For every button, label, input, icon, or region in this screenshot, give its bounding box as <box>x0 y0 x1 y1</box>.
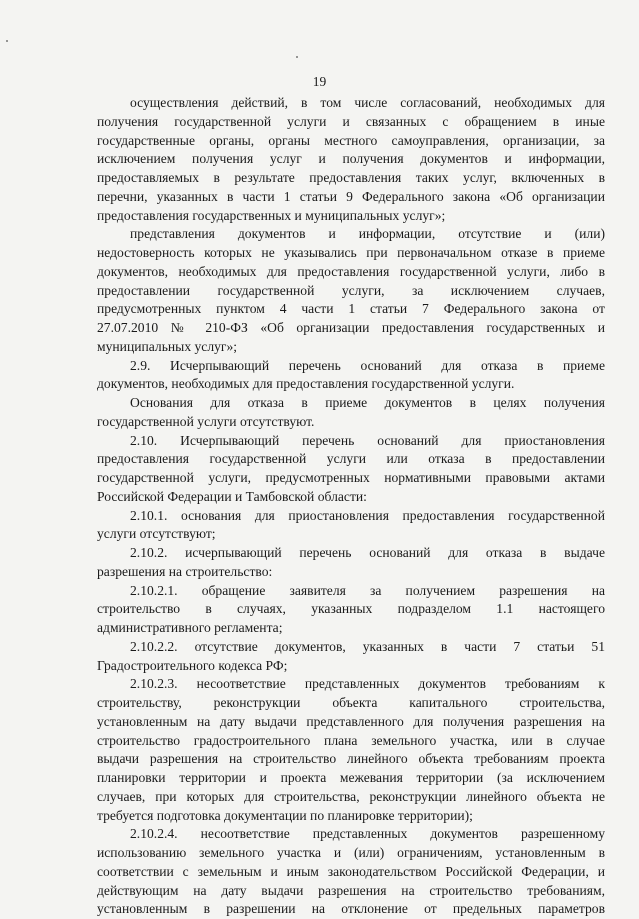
text-line: муниципальных услуг»; <box>97 338 238 354</box>
text-line: документов, необходимых для предоставления государственной услуги, либо в <box>97 263 605 279</box>
text-line: предоставлении государственной услуги, за исключением случаев, <box>97 282 605 298</box>
text-line: строительству, реконструкции объекта капитального строительства, <box>97 695 605 710</box>
text-line: 2.10.2.2. отсутствие документов, указанных в части 7 статьи 51 <box>130 638 605 654</box>
text-line: случаев, при которых для строительства, реконструкции линейного объекта не <box>97 788 605 804</box>
text-line: разрешения на строительство: <box>97 563 273 579</box>
text-line: Российской Федерации и Тамбовской области: <box>97 488 367 504</box>
scan-speck <box>6 40 8 42</box>
text-line: выдачи разрешения на строительство линейного объекта требованиям проекта <box>97 751 605 767</box>
text-line: планировки территории и проекта межевания территории (за исключением <box>97 770 605 785</box>
text-line: предоставления государственных и муниципальных услуг»; <box>97 207 446 223</box>
text-line: использованию земельного участка и (или) ограничениям, установленным в <box>97 845 605 860</box>
text-line: государственной услуги, предусмотренных нормативными правовыми актами <box>97 470 605 485</box>
scan-speck <box>296 56 298 58</box>
text-line: 2.9. Исчерпывающий перечень оснований для отказа в приеме <box>130 357 605 373</box>
text-line: соответствии с земельным и иным законодательством Российской Федерации, и <box>97 863 605 879</box>
text-line: установленным в разрешении на отклонение от предельных параметров <box>97 901 605 917</box>
document-body <box>97 94 605 919</box>
text-line: получения государственной услуги и связанных с обращением в иные <box>97 113 605 129</box>
text-line: документов, необходимых для предоставления государственной услуги. <box>97 376 515 392</box>
text-line: 2.10. Исчерпывающий перечень оснований для приостановления <box>130 432 605 448</box>
text-line: установленным на дату выдачи представленного для получения разрешения на <box>97 713 605 729</box>
text-line: Основания для отказа в приеме документов в целях получения <box>130 395 605 410</box>
text-line: государственной услуги отсутствуют. <box>97 413 315 429</box>
text-line: требуется подготовка документации по планировке территории); <box>97 807 473 823</box>
text-line: строительство градостроительного плана земельного участка, или в случае <box>97 732 605 748</box>
text-line: 2.10.2.3. несоответствие представленных документов требованиям к <box>130 676 605 692</box>
text-line: предоставления государственной услуги или отказа в предоставлении <box>97 451 605 467</box>
text-line: строительство в случаях, указанных подразделом 1.1 настоящего <box>97 601 605 617</box>
text-line: предоставляемых в результате предоставления таких услуг, включенных в <box>97 170 605 185</box>
text-line: перечни, указанных в части 1 статьи 9 Федерального закона «Об организации <box>97 188 605 204</box>
text-line: недостоверность которых не указывались при первоначальном отказе в приеме <box>97 245 605 260</box>
text-line: 27.07.2010 № 210-ФЗ «Об организации предоставления государственных и <box>97 320 605 335</box>
text-line: государственные органы, органы местного самоуправления, организации, за <box>97 132 605 148</box>
text-line: действующим на дату выдачи разрешения на строительство требованиям, <box>97 882 605 898</box>
page-number: 19 <box>312 74 327 89</box>
text-line: предусмотренных пунктом 4 части 1 статьи 7 Федерального закона от <box>97 301 605 317</box>
text-line: представления документов и информации, отсутствие и (или) <box>130 226 605 242</box>
text-line: Градостроительного кодекса РФ; <box>97 657 288 673</box>
text-line: административного регламента; <box>97 620 283 635</box>
text-line: 2.10.1. основания для приостановления предоставления государственной <box>130 507 605 523</box>
text-line: услуги отсутствуют; <box>97 526 216 542</box>
text-line: 2.10.2. исчерпывающий перечень оснований для отказа в выдаче <box>130 545 605 560</box>
text-line: осуществления действий, в том числе согласований, необходимых для <box>130 95 605 110</box>
text-line: 2.10.2.4. несоответствие представленных документов разрешенному <box>130 826 605 842</box>
text-line: исключением получения услуг и получения документов и информации, <box>97 151 605 167</box>
text-line: 2.10.2.1. обращение заявителя за получением разрешения на <box>130 582 605 598</box>
